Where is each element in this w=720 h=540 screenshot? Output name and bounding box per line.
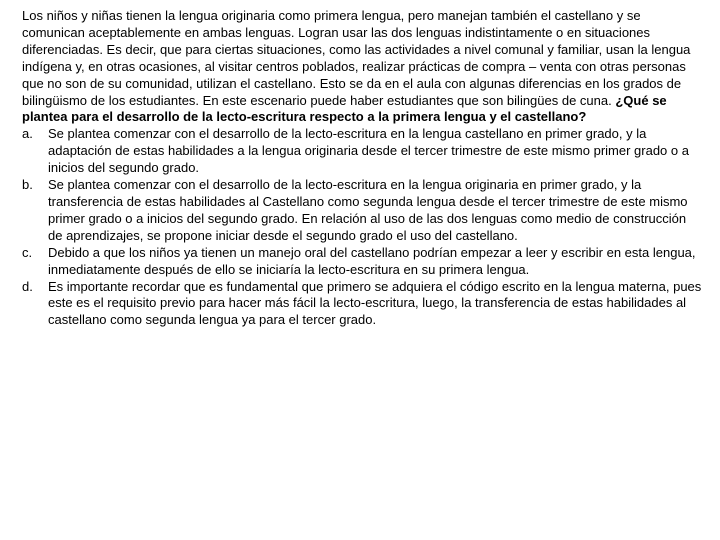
option-text: Se plantea comenzar con el desarrollo de la lecto-escritura en la lengua castellano en primer grado, y la adaptación de estas habilidades a la lengua originaria desde el tercer trimestre de este mismo primer grado o a inicios del segundo grado. (48, 126, 689, 176)
intro-paragraph (22, 8, 702, 126)
option-d (22, 279, 702, 330)
option-letter: d. (22, 278, 33, 294)
options-list (22, 126, 702, 329)
option-letter: b. (22, 177, 33, 193)
option-text: Se plantea comenzar con el desarrollo de la lecto-escritura en la lengua originaria en primer grado, y la transferencia de estas habilidades al Castellano como segunda lengua desde el tercer trimestre de este mismo primer grado o a inicios del segundo grado. En relación al uso de las dos lenguas como medio de construcción de aprendizajes, se propone iniciar desde el segundo grado el uso del castellano. (48, 177, 688, 243)
option-c (22, 245, 702, 279)
option-letter: c. (22, 244, 33, 260)
option-text: Es importante recordar que es fundamental que primero se adquiera el código escrito en la lengua materna, pues este es el requisito previo para hacer más fácil la lecto-escritura, luego, la transferencia de estas habilidades al castellano como segunda lengua ya para el tercer grado. (48, 278, 702, 328)
intro-text: Los niños y niñas tienen la lengua originaria como primera lengua, pero manejan también el castellano y se comunican aceptablemente en ambas lenguas. Logran usar las dos lenguas indistintamente o en situaciones diferenciadas. Es decir, que para ciertas situaciones, como las actividades a nivel comunal y familiar, usan la lengua indígena y, en otras ocasiones, al visitar centros poblados, realizar prácticas de compra – venta con otras personas que no son de su comunidad, utilizan el castellano. Esto se da en el aula con algunas diferencias en los grados de bilingüismo de los estudiantes. En este escenario puede haber estudiantes que son bilingües de cuna. (22, 8, 691, 108)
option-a (22, 126, 702, 177)
document-page (22, 8, 702, 329)
option-text: Debido a que los niños ya tienen un manejo oral del castellano podrían empezar a leer y escribir en esta lengua, inmediatamente después de ello se iniciaría la lecto-escritura en su primera lengua. (48, 244, 696, 277)
option-letter: a. (22, 126, 33, 142)
option-b (22, 177, 702, 245)
question-text: ¿Qué se plantea para el desarrollo de la lecto-escritura respecto a la primera lengua y el castellano? (22, 92, 667, 125)
